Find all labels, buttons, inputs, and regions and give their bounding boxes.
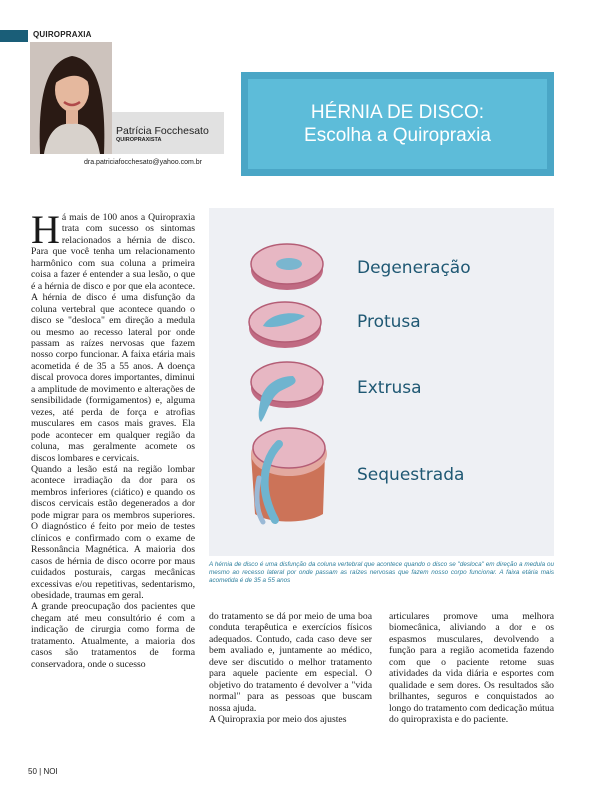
article-column-1 <box>31 207 195 670</box>
title-line-1: HÉRNIA DE DISCO: <box>310 102 485 123</box>
section-tab <box>0 30 28 42</box>
author-email[interactable]: dra.patriciafocchesato@yahoo.com.br <box>84 159 202 166</box>
disc-protrusion-image <box>249 302 321 348</box>
figure-caption: A hérnia de disco é uma disfunção da coluna vertebral que acontece quando o disco se "desloca" em direção a medula ou mesmo ao recesso lateral por onde passam as raízes nervosas que fazem nosso corpo funcionar. A faixa etária mais acometida é de 35 a 55 anos <box>209 561 554 584</box>
paragraph-text: á mais de 100 anos a Quiropraxia trata com sucesso os sintomas relacionados a hérnia de disco. Para que você tenha um relacionamento harmônico com sua coluna a primeira coisa a fazer é entender a sua lesão, o que é a hérnia de disco e por que ela acontece. A hérnia de disco é uma disfunção da coluna vertebral que acontece quando o disco se "desloca" em direção a medula ou mesmo ao recesso lateral por onde passam as raízes nervosas que fazem nosso corpo funcionar. A faixa etária mais acometida é de 35 a 55 anos. A doença discal provoca dores importantes, diminui a amplitude de movimento e alterações de sensibilidade (formigamentos) e, alguma vezes, até perda de força e atrofias musculares em casos mais graves. Ela pode acontecer em qualquer região da coluna, mas geralmente acomete os discos lombares e cervicais. <box>31 212 195 464</box>
author-role: QUIROPRAXISTA <box>116 137 162 143</box>
page-footer <box>28 767 58 776</box>
footer-separator: | <box>39 767 42 776</box>
article-column-2 <box>209 611 372 726</box>
paragraph: Quando a lesão está na região lombar acontece irradiação da dor para os membros inferiores (ciático) e quando os discos cervicais estão degenerados a dor pode migrar para os membros superiores. O diagnóstico é feito por meio de testes clínicos e confirmado com o exame de Ressonância Magnética. A maioria dos casos de hérnia de disco ocorre por maus cuidados posturais, cargas mecânicas excessivas e/ou repetitivas, sedentarismo, obesidade, traumas em geral. <box>31 463 195 601</box>
page-number: 50 <box>28 767 37 776</box>
author-photo <box>30 42 112 154</box>
paragraph: do tratamento se dá por meio de uma boa conduta terapêutica e exercícios físicos adequados. Contudo, cada caso deve ser bem avaliado e, juntamente ao médico, deve ser discutido o melhor tratamento para aquele paciente em especial. O objetivo do tratamento é devolver a "vida normal" para as pessoas que buscam nossa ajuda. <box>209 611 372 714</box>
dropcap: H <box>31 207 60 252</box>
label-sequestration: Sequestrada <box>357 465 465 485</box>
paragraph: A grande preocupação dos pacientes que chegam até meu consultório é com a indicação de cirurgia como forma de tratamento. Atualmente, a maioria dos casos são tratamentos de forma conservadora, onde o sucesso <box>31 601 195 670</box>
label-extrusion: Extrusa <box>357 378 422 398</box>
paragraph: A Quiropraxia por meio dos ajustes <box>209 714 347 726</box>
disc-extrusion-image <box>251 362 323 422</box>
label-protrusion: Protusa <box>357 312 421 332</box>
label-degeneration: Degeneração <box>357 258 471 278</box>
section-label: QUIROPRAXIA <box>33 30 92 39</box>
title-line-2: Escolha a Quiropraxia <box>304 125 491 146</box>
paragraph <box>31 207 195 464</box>
title-box <box>248 79 547 169</box>
magazine-name: NOI <box>43 767 58 776</box>
disc-sequestration-image <box>251 428 327 522</box>
disc-degeneration-image <box>251 244 323 290</box>
author-name: Patrícia Focchesato <box>116 125 209 137</box>
article-column-3 <box>389 611 554 726</box>
paragraph: articulares promove uma melhora biomecânica, aliviando a dor e os espasmos musculares, devolvendo a função para a região acometida fazendo com que o paciente retome suas atividades da vida diária e esportes com qualidade e sem dores. Os resultados são brilhantes, seguros e conquistados ao longo do tratamento com dedicação mútua do quiropraxista e do paciente. <box>389 611 554 726</box>
